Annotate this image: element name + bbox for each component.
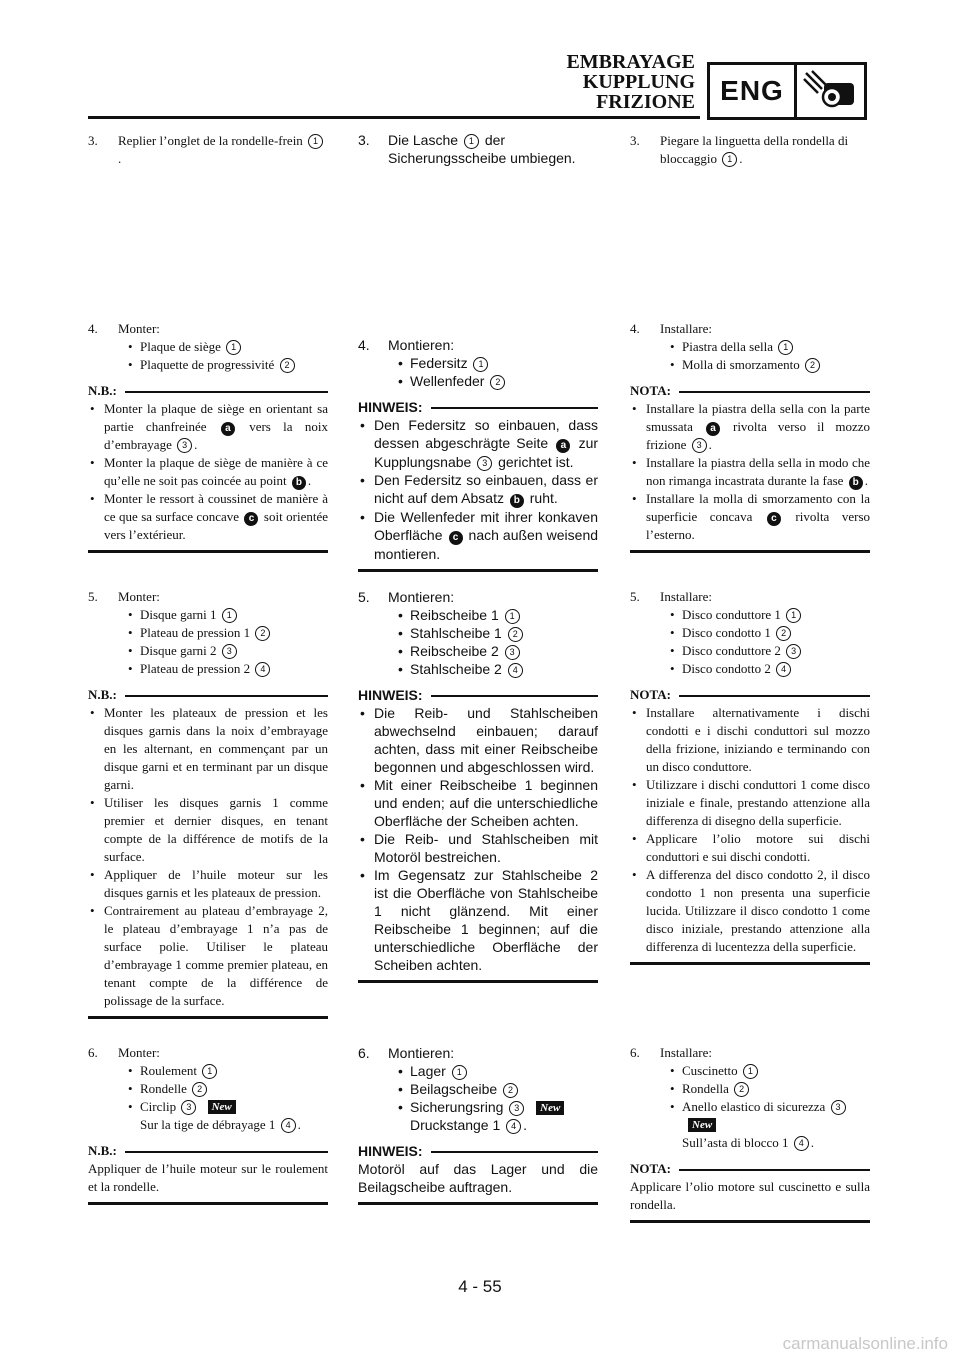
- note-item: • Installare la piastra della sella in modo che non rimanga incastrata durante la fase b .: [630, 454, 870, 490]
- note-item: • Utilizzare i dischi conduttori 1 come disco iniziale e finale, prestando attenzione alla differenza di disegno della superficie.: [630, 776, 870, 830]
- note-header: NOTA:: [630, 1160, 870, 1178]
- de-step-6: 6. Montieren: • Lager 1 • Beilagscheibe 2 • Sicherungsring 3 New Druckstange 1 4 . HINWEIS: Motoröl auf das Lager und die Beilagscheibe auftragen.: [358, 1044, 598, 1205]
- note-text: Applicare l’olio motore sul cuscinetto e sulla rondella.: [630, 1179, 870, 1212]
- title-it: FRIZIONE: [596, 91, 695, 113]
- note-header: N.B.:: [88, 382, 328, 400]
- note-item: • Monter les plateaux de pression et les disques garnis dans la noix d’embrayage en les alternant, en commençant par un disque garni et en terminant par un disque garni.: [88, 704, 328, 794]
- fr-step-6: 6. Monter: • Roulement 1 • Rondelle 2 • Circlip 3 New Sur la tige de débrayage 1 4 . N.B.: Appliquer de l’huile moteur sur le roulement et la rondelle.: [88, 1044, 328, 1205]
- note-header: HINWEIS:: [358, 686, 598, 704]
- list-item: • Beilagscheibe 2: [398, 1080, 598, 1098]
- note-text: Motoröl auf das Lager und die Beilagscheibe auftragen.: [358, 1161, 598, 1195]
- note-end-rule: [358, 1202, 598, 1205]
- title-fr: EMBRAYAGE: [566, 51, 695, 73]
- note-end-rule: [630, 1220, 870, 1223]
- list-item: • Stahlscheibe 1 2: [398, 624, 598, 642]
- list-item: • Disque garni 2 3: [128, 642, 328, 660]
- list-item: • Piastra della sella 1: [670, 338, 870, 356]
- note-header: HINWEIS:: [358, 1142, 598, 1160]
- list-item: • Disco condotto 1 2: [670, 624, 870, 642]
- note-item: • Contrairement au plateau d’embrayage 2, le plateau d’embrayage 1 n’a pas de surface polie. Utiliser le plateau d’embrayage 1 comme premier plateau, en tenant compte de la différence de polissage de la surface.: [88, 902, 328, 1010]
- note-end-rule: [630, 962, 870, 965]
- de-step-3: 3. Die Lasche 1 der Sicherungsscheibe umbiegen.: [358, 132, 576, 166]
- chapter-badge: [707, 62, 867, 120]
- note-end-rule: [358, 569, 598, 572]
- note-item: • Appliquer de l’huile moteur sur les disques garnis et les plateaux de pression.: [88, 866, 328, 902]
- new-part-badge: New: [208, 1100, 236, 1114]
- note-header: NOTA:: [630, 382, 870, 400]
- it-step-4: 4. Installare: • Piastra della sella 1 • Molla di smorzamento 2 NOTA: • Installare la piastra della sella con la parte smussata a rivolta verso il mozzo frizione 3 . • Installare la piastra della sella in modo che non rimanga incastrata durante la fase b . • Installare la molla di smorzamento con la superficie concava c rivolta verso l’esterno.: [630, 320, 870, 553]
- note-item: • Den Federsitz so einbauen, dass dessen abgeschrägte Seite a zur Kupplungsnabe 3 gerichtet ist.: [358, 416, 598, 471]
- list-item: • Plateau de pression 2 4: [128, 660, 328, 678]
- note-end-rule: [88, 1202, 328, 1205]
- note-end-rule: [358, 980, 598, 983]
- list-item: • Plaquette de progressivité 2: [128, 356, 328, 374]
- it-step-3: 3. Piegare la linguetta della rondella di bloccaggio 1 .: [630, 133, 849, 166]
- list-item: • Plateau de pression 1 2: [128, 624, 328, 642]
- note-item: • A differenza del disco condotto 2, il disco condotto 1 non presenta una superficie lucida. Utilizzare il disco condotto 1 come disco iniziale, prestando attenzione alla differenza di lucentezza della superficie.: [630, 866, 870, 956]
- note-end-rule: [630, 550, 870, 553]
- sub-text: Sull’asta di blocco 1 4 .: [682, 1135, 815, 1150]
- note-header: NOTA:: [630, 686, 870, 704]
- note-item: • Die Wellenfeder mit ihrer konkaven Oberfläche c nach außen weisend montieren.: [358, 508, 598, 563]
- note-item: • Installare la piastra della sella con la parte smussata a rivolta verso il mozzo frizione 3 .: [630, 400, 870, 454]
- language-badge: ENG: [710, 65, 797, 117]
- sub-text: Druckstange 1 4 .: [410, 1117, 528, 1133]
- list-item: • Stahlscheibe 2 4: [398, 660, 598, 678]
- new-part-badge: New: [688, 1118, 716, 1132]
- note-item: • Im Gegensatz zur Stahlscheibe 2 ist die Oberfläche von Stahlscheibe 1 nicht glänzend. Mit einer Reibscheibe 1 beginnen; auf die unterschiedliche Oberfläche der Scheiben achten.: [358, 866, 598, 974]
- list-item: • Plaque de siège 1: [128, 338, 328, 356]
- note-item: • Monter la plaque de siège de manière à ce qu’elle ne soit pas coincée au point b .: [88, 454, 328, 490]
- list-item: • Rondelle 2: [128, 1080, 328, 1098]
- note-header: N.B.:: [88, 1142, 328, 1160]
- list-item: • Wellenfeder 2: [398, 372, 598, 390]
- note-item: • Installare alternativamente i dischi condotti e i dischi conduttori sul mozzo della frizione, iniziando e terminando con un disco conduttore.: [630, 704, 870, 776]
- list-item: • Lager 1: [398, 1062, 598, 1080]
- list-item: • Roulement 1: [128, 1062, 328, 1080]
- list-item: • Anello elastico di sicurezza 3 New: [670, 1098, 870, 1134]
- note-item: • Den Federsitz so einbauen, dass er nicht auf dem Absatz b ruht.: [358, 471, 598, 508]
- list-item: • Rondella 2: [670, 1080, 870, 1098]
- de-step-4: 4. Montieren: • Federsitz 1 • Wellenfeder 2 HINWEIS: • Den Federsitz so einbauen, dass dessen abgeschrägte Seite a zur Kupplungsnabe 3 gerichtet ist. • Den Federsitz so einbauen, dass er nicht auf dem Absatz b ruht. • Die Wellenfeder mit ihrer konkaven Oberfläche c nach außen weisend montieren.: [358, 336, 598, 572]
- note-item: • Die Reib- und Stahlscheiben abwechselnd einbauen; darauf achten, dass mit einer Reibscheibe begonnen und abgeschlossen wird.: [358, 704, 598, 776]
- it-step-5: 5. Installare: • Disco conduttore 1 1 • Disco condotto 1 2 • Disco conduttore 2 3 • Disco condotto 2 4 NOTA: • Installare alternativamente i dischi condotti e i dischi conduttori sul mozzo della frizione, iniziando e terminando con un disco conduttore. • Utilizzare i dischi conduttori 1 come disco iniziale e finale, prestando attenzione alla differenza di disegno della superficie. • Applicare l’olio motore sui dischi conduttori e sui dischi condotti. • A differenza del disco condotto 2, il disco condotto 1 non presenta una superficie lucida. Utilizzare il disco condotto 1 come disco iniziale, prestando attenzione alla differenza di lucentezza della superficie.: [630, 588, 870, 965]
- note-item: • Utiliser les disques garnis 1 comme premier et dernier disques, en tenant compte de la différence de motifs de la surface.: [88, 794, 328, 866]
- list-item: • Disco conduttore 1 1: [670, 606, 870, 624]
- section-titles: [566, 52, 695, 112]
- note-end-rule: [88, 550, 328, 553]
- list-item: • Cuscinetto 1: [670, 1062, 870, 1080]
- note-item: • Monter le ressort à coussinet de manière à ce que sa surface concave c soit orientée vers l’extérieur.: [88, 490, 328, 544]
- list-item: • Disque garni 1 1: [128, 606, 328, 624]
- list-item: • Circlip 3 New: [128, 1098, 328, 1116]
- fr-step-5: 5. Monter: • Disque garni 1 1 • Plateau de pression 1 2 • Disque garni 2 3 • Plateau de pression 2 4 N.B.: • Monter les plateaux de pression et les disques garnis dans la noix d’embrayage en les alternant, en commençant par un disque garni et en terminant par un disque garni. • Utiliser les disques garnis 1 comme premier et dernier disques, en tenant compte de la différence de motifs de la surface. • Appliquer de l’huile moteur sur les disques garnis et les plateaux de pression. • Contrairement au plateau d’embrayage 2, le plateau d’embrayage 1 n’a pas de surface polie. Utiliser le plateau d’embrayage 1 comme premier plateau, en tenant compte de la différence de polissage de la surface.: [88, 588, 328, 1019]
- page-number: 4 - 55: [458, 1277, 502, 1296]
- sub-text: Sur la tige de débrayage 1 4 .: [140, 1117, 301, 1132]
- list-item: • Disco conduttore 2 3: [670, 642, 870, 660]
- note-item: • Die Reib- und Stahlscheiben mit Motoröl bestreichen.: [358, 830, 598, 866]
- list-item: • Disco condotto 2 4: [670, 660, 870, 678]
- de-step-5: 5. Montieren: • Reibscheibe 1 1 • Stahlscheibe 1 2 • Reibscheibe 2 3 • Stahlscheibe 2 4 HINWEIS: • Die Reib- und Stahlscheiben abwechselnd einbauen; darauf achten, dass mit einer Reibscheibe begonnen und abgeschlossen wird. • Mit einer Reibscheibe 1 beginnen und enden; auf die unterschiedliche Oberfläche der Scheiben achten. • Die Reib- und Stahlscheiben mit Motoröl bestreichen. • Im Gegensatz zur Stahlscheibe 2 ist die Oberfläche von Stahlscheibe 1 nicht glänzend. Mit einer Reibscheibe 1 beginnen; auf die unterschiedliche Oberfläche der Scheiben achten.: [358, 588, 598, 983]
- new-part-badge: New: [536, 1101, 564, 1115]
- fr-step-3: 3. Replier l’onglet de la rondelle-frein 1.: [88, 132, 328, 168]
- list-item: • Molla di smorzamento 2: [670, 356, 870, 374]
- note-header: HINWEIS:: [358, 398, 598, 416]
- it-step-6: 6. Installare: • Cuscinetto 1 • Rondella 2 • Anello elastico di sicurezza 3 New Sull’asta di blocco 1 4 . NOTA: Applicare l’olio motore sul cuscinetto e sulla rondella.: [630, 1044, 870, 1223]
- note-text: Appliquer de l’huile moteur sur le roulement et la rondelle.: [88, 1161, 328, 1194]
- list-item: • Reibscheibe 2 3: [398, 642, 598, 660]
- header-rule: [88, 116, 700, 119]
- engine-parts-icon: [797, 65, 864, 117]
- list-item: • Reibscheibe 1 1: [398, 606, 598, 624]
- ref-marker: 1: [308, 134, 323, 149]
- note-end-rule: [88, 1016, 328, 1019]
- note-item: • Applicare l’olio motore sui dischi conduttori e sui dischi condotti.: [630, 830, 870, 866]
- title-de: KUPPLUNG: [582, 71, 695, 93]
- list-item: • Federsitz 1: [398, 354, 598, 372]
- list-item: • Sicherungsring 3 New: [398, 1098, 598, 1116]
- note-item: • Installare la molla di smorzamento con la superficie concava c rivolta verso l’esterno.: [630, 490, 870, 544]
- note-header: N.B.:: [88, 686, 328, 704]
- note-item: • Mit einer Reibscheibe 1 beginnen und enden; auf die unterschiedliche Oberfläche der Scheiben achten.: [358, 776, 598, 830]
- note-item: • Monter la plaque de siège en orientant sa partie chanfreinée a vers la noix d’embrayage 3 .: [88, 400, 328, 454]
- fr-step-4: 4. Monter: • Plaque de siège 1 • Plaquette de progressivité 2 N.B.: • Monter la plaque de siège en orientant sa partie chanfreinée a vers la noix d’embrayage 3 . • Monter la plaque de siège de manière à ce qu’elle ne soit pas coincée au point b . • Monter le ressort à coussinet de manière à ce que sa surface concave c soit orientée vers l’extérieur.: [88, 320, 328, 553]
- watermark: carmanualsonline.info: [782, 1334, 948, 1353]
